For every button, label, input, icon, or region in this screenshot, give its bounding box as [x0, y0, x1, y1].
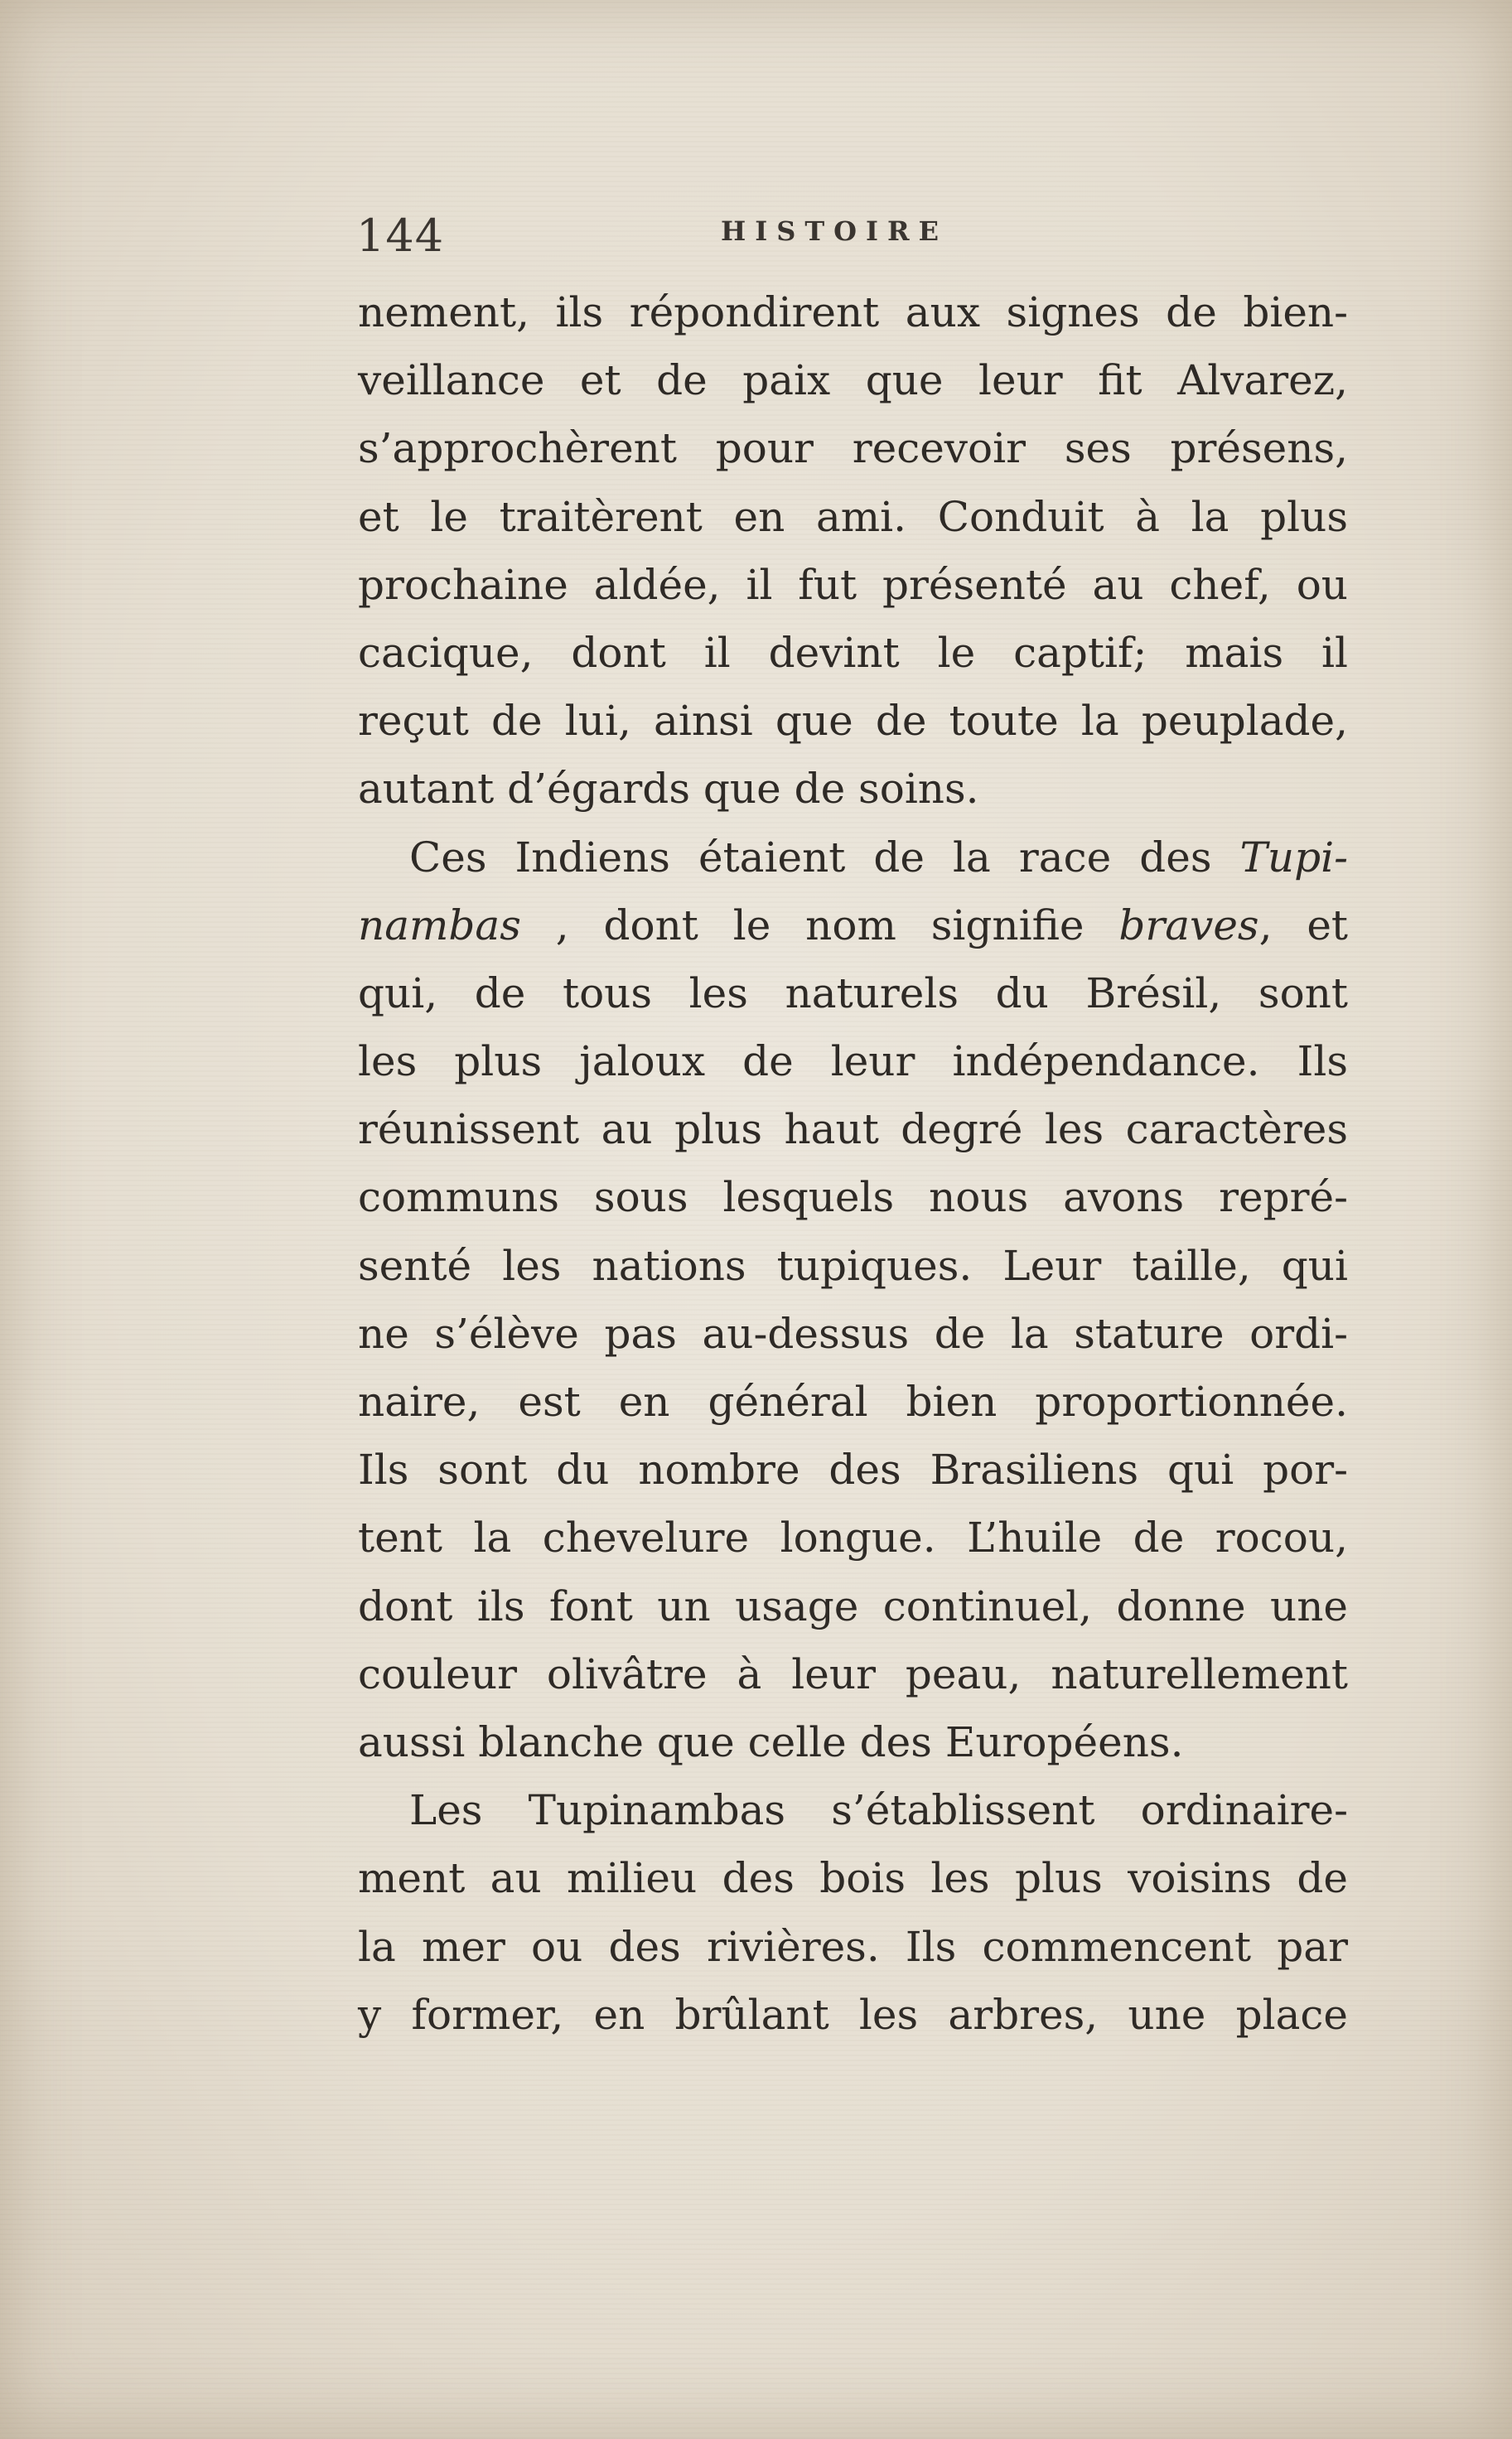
text-line: autant d’égards que de soins. [358, 765, 979, 814]
page-header [356, 203, 1350, 269]
text-line: réunissent au plus haut degré les caractères [358, 1105, 1348, 1154]
text-line: la mer ou des rivières. Ils commencent par [358, 1922, 1348, 1971]
text-line [358, 891, 1348, 959]
text-line: communs sous lesquels nous avons repré- [358, 1173, 1348, 1222]
text-line: tent la chevelure longue. L’huile de rocou, [358, 1514, 1348, 1562]
text-line: les plus jaloux de leur indépendance. Ils [358, 1037, 1348, 1086]
italic-word: braves [1118, 901, 1259, 949]
text-line: ne s’élève pas au-dessus de la stature ordi- [358, 1309, 1348, 1358]
italic-word: nambas [358, 901, 521, 949]
text-line-paragraph-start: Les Tupinambas s’établissent ordinaire- [409, 1786, 1348, 1835]
text-line: veillance et de paix que leur fit Alvarez, [358, 356, 1348, 405]
italic-word: Tupi- [1239, 833, 1348, 881]
running-title: HISTOIRE [721, 215, 948, 247]
text-line: prochaine aldée, il fut présenté au chef, ou [358, 560, 1348, 609]
text-line: y former, en brûlant les arbres, une place [358, 1990, 1348, 2039]
text-line: dont ils font un usage continuel, donne une [358, 1582, 1348, 1630]
text-line: nement, ils répondirent aux signes de bien- [358, 288, 1348, 336]
text-line: s’approchèrent pour recevoir ses présens, [358, 424, 1348, 473]
text-line: Ils sont du nombre des Brasiliens qui por- [358, 1446, 1348, 1495]
page-number: 144 [356, 210, 445, 262]
text-line: ment au milieu des bois les plus voisins de [358, 1854, 1348, 1903]
text-line: couleur olivâtre à leur peau, naturellement [358, 1649, 1348, 1698]
text-line: naire, est en général bien proportionnée. [358, 1378, 1348, 1426]
body-text [358, 278, 1348, 2049]
text-line: et le traitèrent en ami. Conduit à la plus [358, 492, 1348, 541]
text-span: , dont le nom signifie [520, 901, 1119, 949]
text-line: qui, de tous les naturels du Brésil, sont [358, 968, 1348, 1017]
text-line: senté les nations tupiques. Leur taille, qui [358, 1241, 1348, 1290]
text-line-paragraph-start [358, 823, 1348, 891]
text-line: cacique, dont il devint le captif; mais il [358, 628, 1348, 677]
text-line: aussi blanche que celle des Européens. [358, 1717, 1184, 1766]
text-span: , et [1258, 901, 1348, 949]
text-span: Ces Indiens étaient de la race des [409, 833, 1240, 881]
text-line: reçut de lui, ainsi que de toute la peuplade, [358, 697, 1348, 746]
